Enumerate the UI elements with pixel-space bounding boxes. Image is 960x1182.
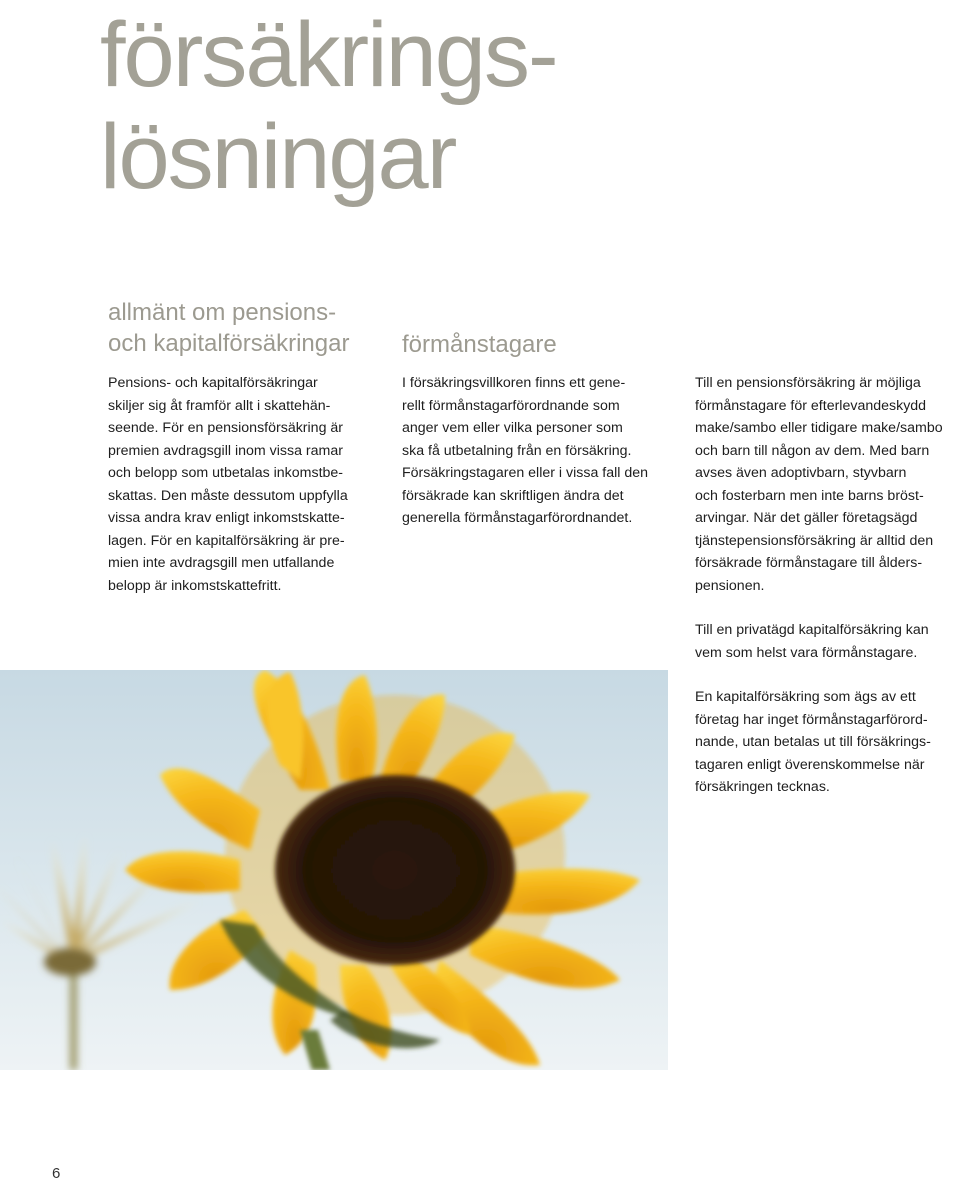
body-line: Till en pensionsförsäkring är möjliga — [695, 375, 921, 391]
body-line: I försäkringsvillkoren finns ett gene- — [402, 375, 626, 391]
body-column-middle — [402, 372, 682, 530]
body-line: ska få utbetalning från en försäkring. — [402, 442, 632, 459]
body-line: skiljer sig åt framför allt i skattehän- — [108, 397, 331, 414]
paragraph-company-capital — [695, 686, 957, 799]
body-column-right — [695, 372, 957, 799]
sunflower-photo — [0, 670, 668, 1070]
body-line: En kapitalförsäkring som ägs av ett — [695, 689, 916, 705]
page-title — [100, 4, 557, 208]
body-line: försäkringen tecknas. — [695, 779, 830, 795]
body-line: tagaren enligt överenskommelse när — [695, 756, 925, 773]
body-line: Pensions- och kapitalförsäkringar — [108, 375, 318, 391]
page-title-line-2: lösningar — [100, 106, 456, 208]
body-line: vissa andra krav enligt inkomstskatte- — [108, 510, 345, 526]
body-line: vem som helst vara förmånstagare. — [695, 644, 918, 661]
paragraph-pension-beneficiaries — [695, 372, 957, 597]
body-line: förmånstagare för efterlevandeskydd — [695, 397, 927, 414]
body-line: Försäkringstagaren eller i vissa fall den — [402, 465, 649, 481]
body-line: företag har inget förmånstagarförord- — [695, 711, 928, 728]
body-line: försäkrade kan skriftligen ändra det — [402, 487, 624, 504]
body-line: avses även adoptivbarn, styvbarn — [695, 465, 907, 481]
body-line: tjänstepensionsförsäkring är alltid den — [695, 532, 934, 549]
section-heading-pension-capital — [108, 297, 349, 359]
body-line: försäkrade förmånstagare till ålders- — [695, 555, 923, 571]
section-heading-beneficiary — [402, 329, 557, 360]
page-number: 6 — [52, 1165, 61, 1182]
body-line: belopp är inkomstskattefritt. — [108, 577, 282, 594]
body-line: anger vem eller vilka personer som — [402, 420, 623, 436]
body-line: seende. För en pensionsförsäkring är — [108, 420, 344, 436]
body-line: skattas. Den måste dessutom uppfylla — [108, 487, 348, 504]
body-line: arvingar. När det gäller företagsägd — [695, 510, 918, 526]
body-line: och barn till någon av dem. Med barn — [695, 442, 930, 459]
body-line: lagen. För en kapitalförsäkring är pre- — [108, 532, 345, 549]
body-line: rellt förmånstagarförordnande som — [402, 397, 620, 414]
section-heading-line-2: och kapitalförsäkringar — [108, 330, 350, 357]
body-line: generella förmånstagarförordnandet. — [402, 510, 633, 526]
section-heading-line-1: allmänt om pensions- — [108, 299, 337, 326]
body-line: och fosterbarn men inte barns bröst- — [695, 487, 924, 504]
body-column-left — [108, 372, 380, 597]
body-line: make/sambo eller tidigare make/sambo — [695, 420, 943, 436]
sunflower-center — [275, 775, 515, 965]
body-line: pensionen. — [695, 577, 765, 594]
body-line: Till en privatägd kapitalförsäkring kan — [695, 622, 929, 638]
section-heading-line: förmånstagare — [402, 331, 557, 358]
body-line: nande, utan betalas ut till försäkrings- — [695, 734, 931, 750]
page-title-line-1: försäkrings- — [100, 4, 557, 106]
body-line: mien inte avdragsgill men utfallande — [108, 555, 335, 571]
paragraph-private-capital — [695, 619, 957, 664]
body-line: och belopp som utbetalas inkomstbe- — [108, 465, 344, 481]
body-line: premien avdragsgill inom vissa ramar — [108, 442, 343, 459]
